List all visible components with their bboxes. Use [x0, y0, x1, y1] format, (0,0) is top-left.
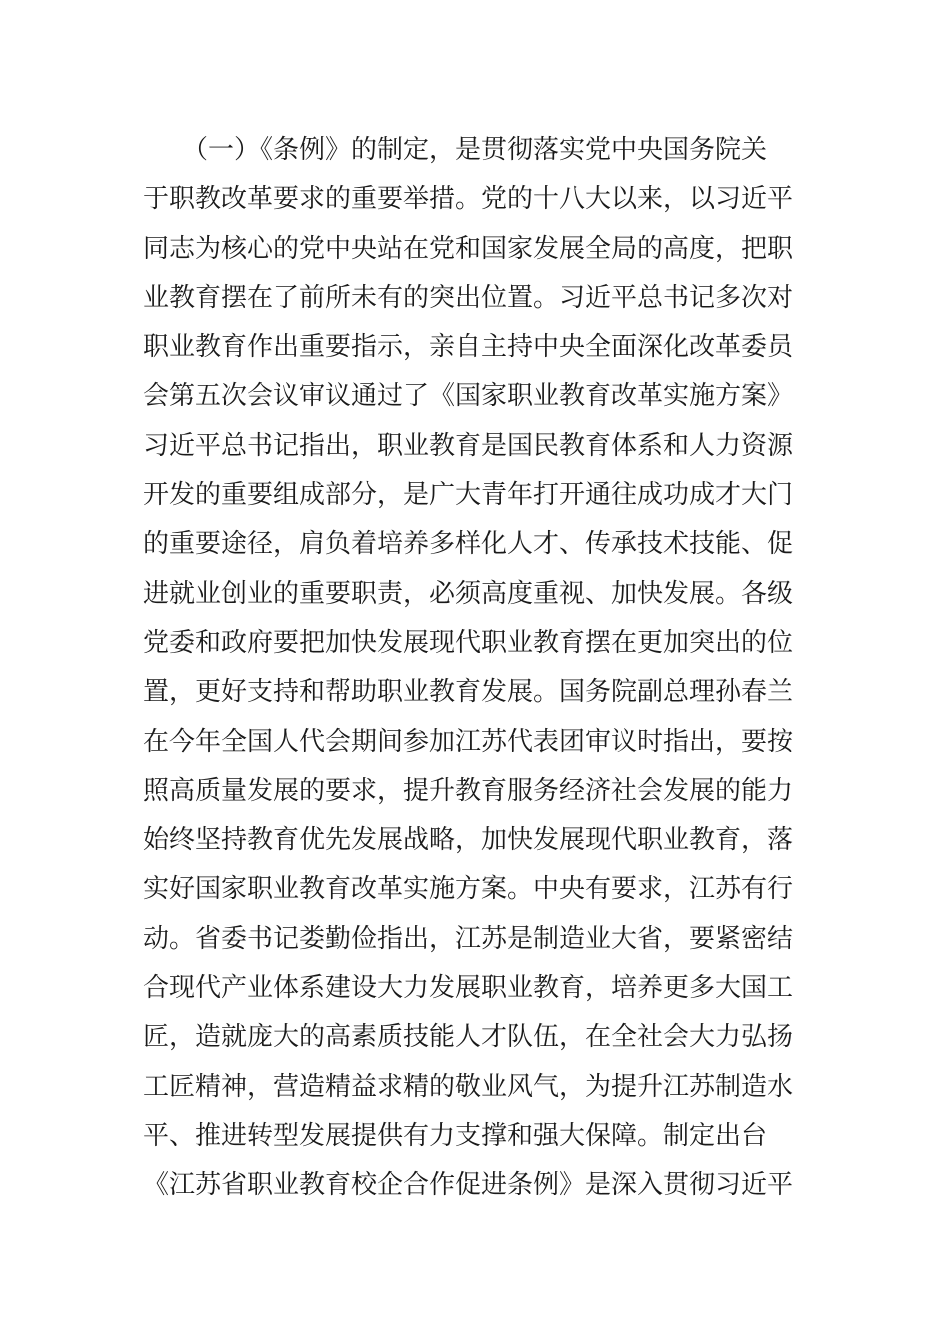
paragraph-line-9: 的重要途径，肩负着培养多样化人才、传承技术技能、促: [143, 529, 794, 560]
paragraph-line-10: 进就业创业的重要职责，必须高度重视、加快发展。各级: [143, 578, 794, 609]
paragraph-line-12: 置，更好支持和帮助职业教育发展。国务院副总理孙春兰: [143, 677, 794, 708]
body-paragraph: [143, 126, 813, 1211]
paragraph-line-22: 《江苏省职业教育校企合作促进条例》是深入贯彻习近平: [143, 1170, 794, 1201]
paragraph-line-19: 匠，造就庞大的高素质技能人才队伍，在全社会大力弘扬: [143, 1022, 794, 1053]
paragraph-line-7: 习近平总书记指出，职业教育是国民教育体系和人力资源: [143, 430, 794, 461]
paragraph-line-13: 在今年全国人代会期间参加江苏代表团审议时指出，要按: [143, 726, 794, 757]
paragraph-line-14: 照高质量发展的要求，提升教育服务经济社会发展的能力: [143, 775, 794, 806]
paragraph-line-18: 合现代产业体系建设大力发展职业教育，培养更多大国工: [143, 973, 794, 1004]
paragraph-line-3: 同志为核心的党中央站在党和国家发展全局的高度，把职: [143, 233, 794, 264]
paragraph-line-1: （一）《条例》的制定，是贯彻落实党中央国务院关: [143, 135, 768, 165]
paragraph-line-16: 实好国家职业教育改革实施方案。中央有要求，江苏有行: [143, 874, 794, 905]
paragraph-line-17: 动。省委书记娄勤俭指出，江苏是制造业大省，要紧密结: [143, 923, 794, 954]
paragraph-line-5: 职业教育作出重要指示，亲自主持中央全面深化改革委员: [143, 332, 794, 363]
paragraph-line-8: 开发的重要组成部分，是广大青年打开通往成功成才大门: [143, 480, 794, 511]
paragraph-line-15: 始终坚持教育优先发展战略，加快发展现代职业教育，落: [143, 825, 794, 856]
paragraph-line-21: 平、推进转型发展提供有力支撑和强大保障。制定出台: [143, 1120, 768, 1151]
paragraph-line-6: 会第五次会议审议通过了《国家职业教育改革实施方案》: [143, 381, 794, 412]
paragraph-line-2: 于职教改革要求的重要举措。党的十八大以来，以习近平: [143, 184, 794, 215]
paragraph-line-11: 党委和政府要把加快发展现代职业教育摆在更加突出的位: [143, 627, 794, 658]
paragraph-line-20: 工匠精神，营造精益求精的敬业风气，为提升江苏制造水: [143, 1071, 794, 1102]
paragraph-line-4: 业教育摆在了前所未有的突出位置。习近平总书记多次对: [143, 282, 794, 313]
